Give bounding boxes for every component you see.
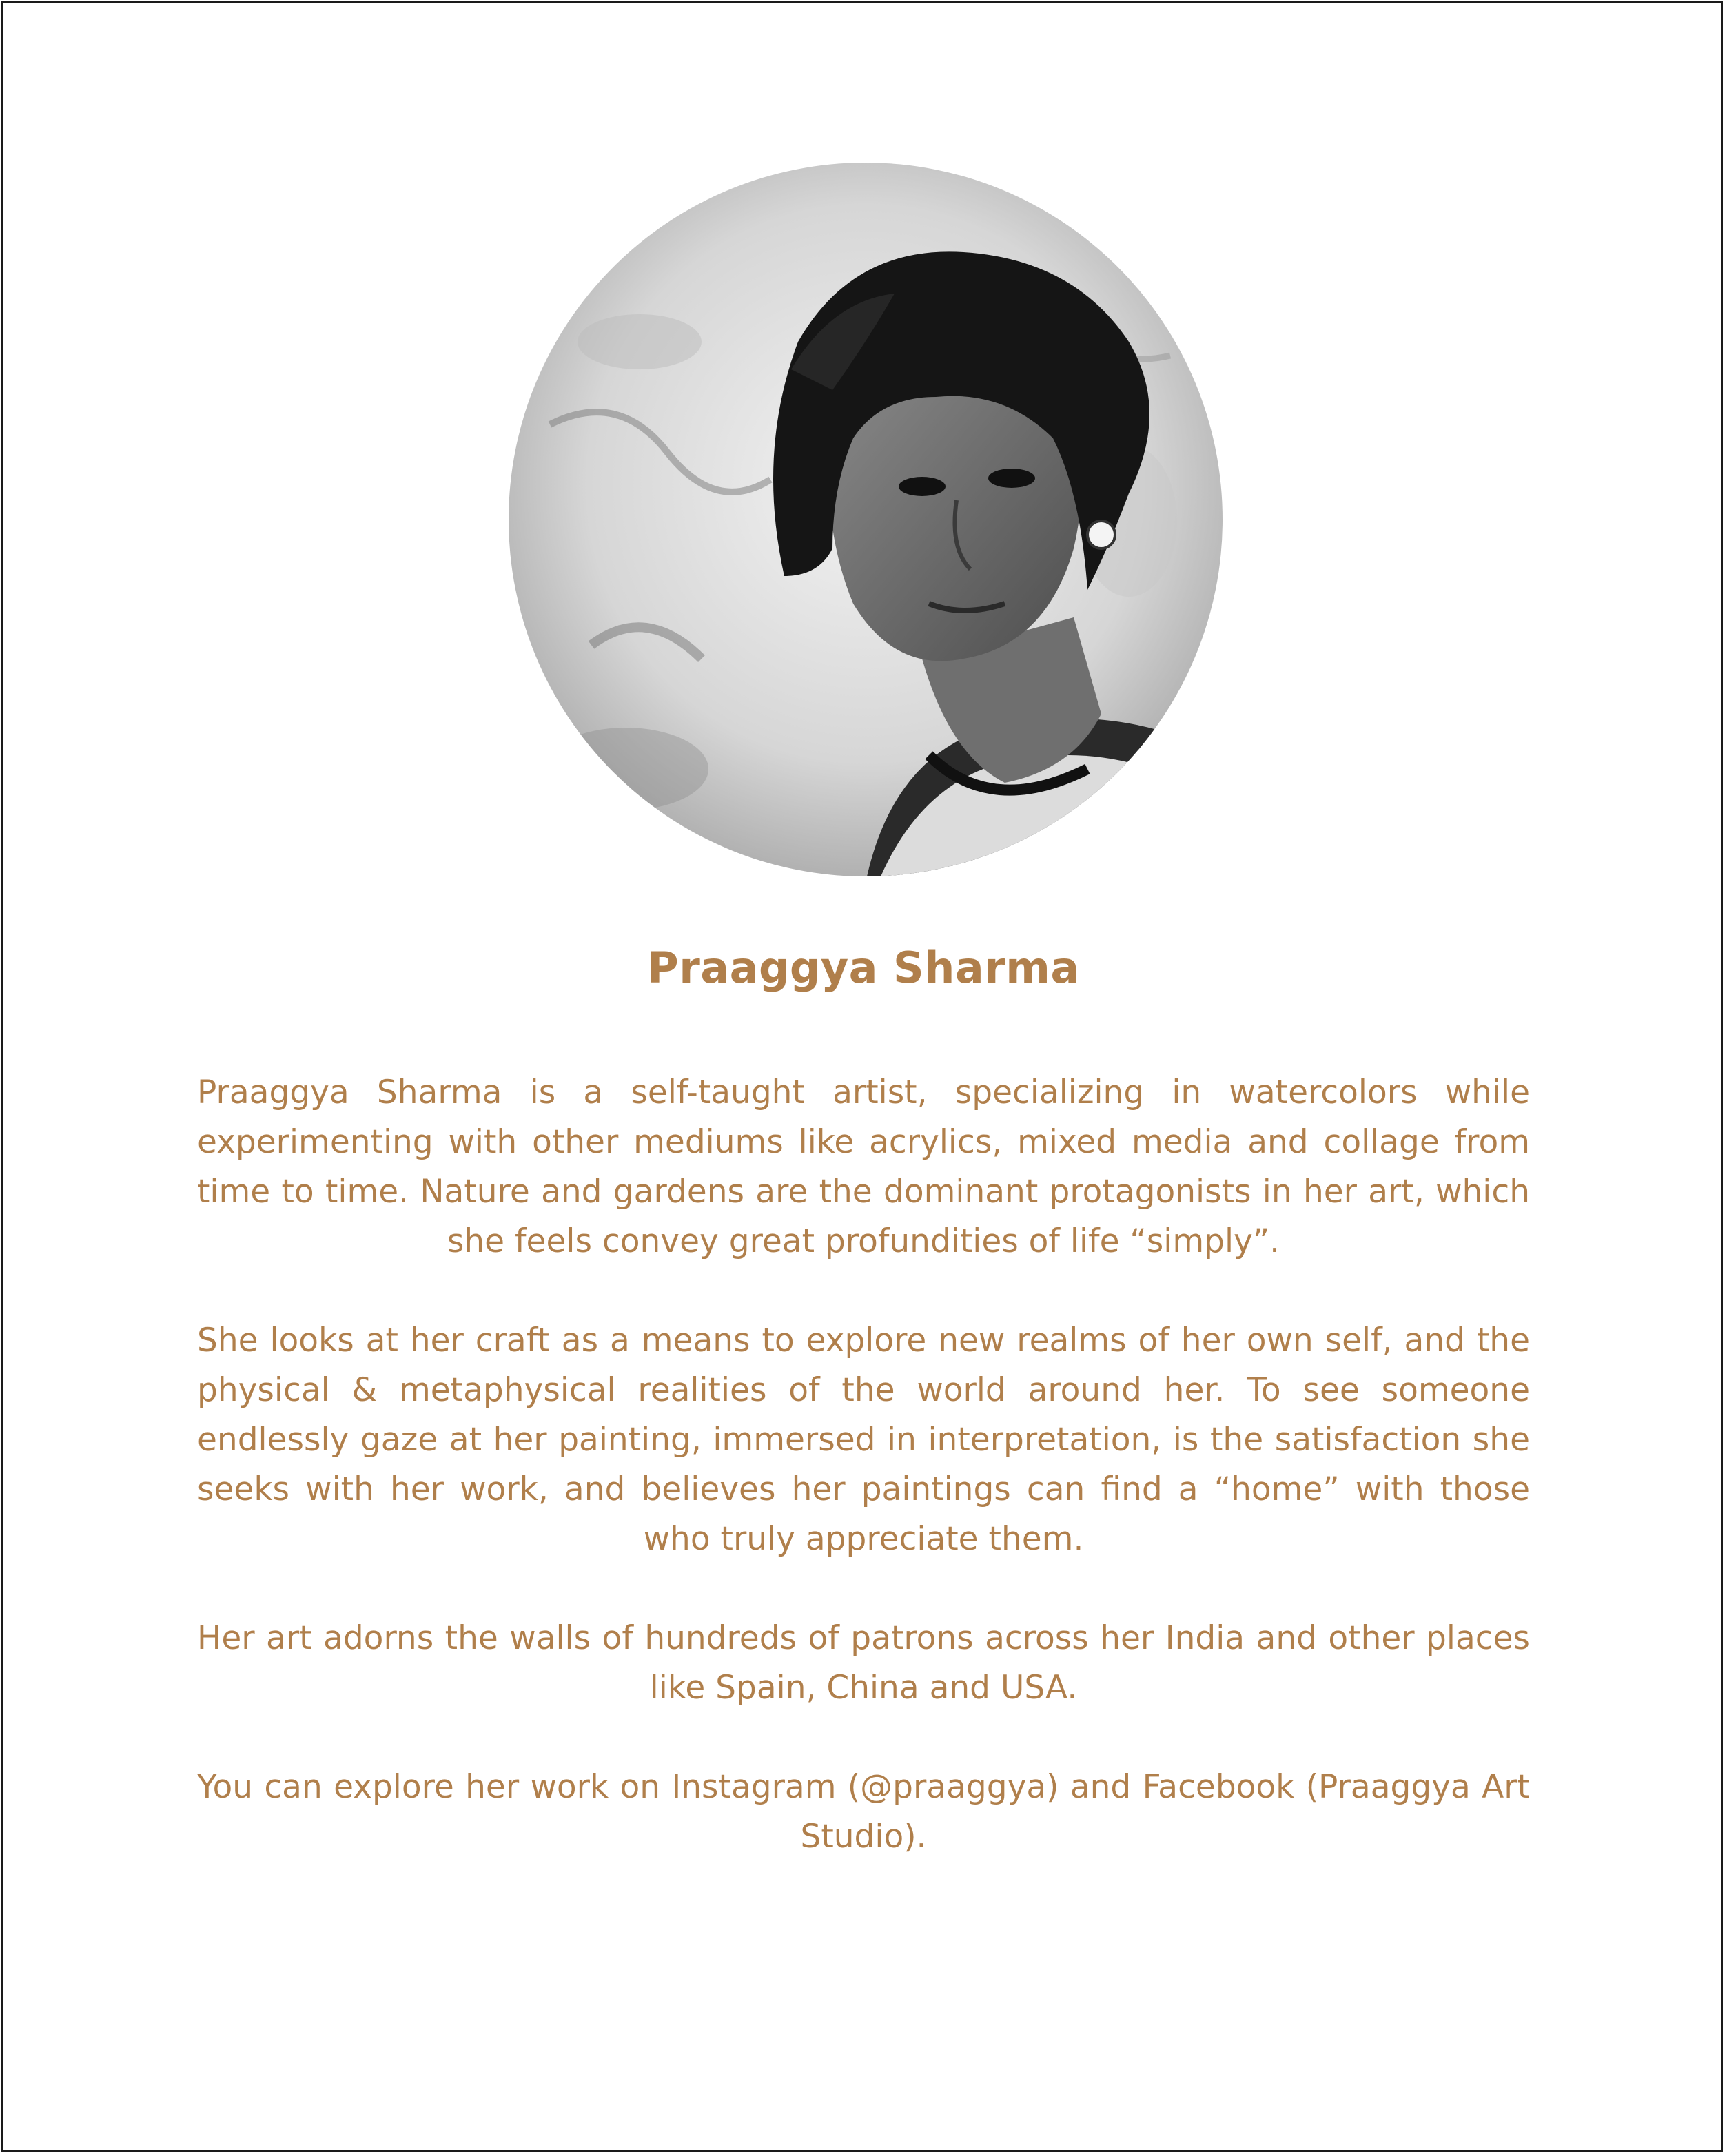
bio-paragraph: Her art adorns the walls of hundreds of patrons across her India and other places like Spain, China and USA. (197, 1619, 1530, 1707)
portrait-photo-icon (509, 163, 1223, 876)
bio-paragraph: She looks at her craft as a means to explore new realms of her own self, and the physical & metaphysical realities of the world around her. To see someone endlessly gaze at her painting, immersed in interpretation, is the satisfaction she seeks with her work, and believes her paintings can find a “home” with those who truly appreciate them. (197, 1322, 1530, 1558)
artist-bio (197, 1068, 1530, 1911)
artist-name: Praaggya Sharma (647, 943, 1080, 993)
bio-paragraph: You can explore her work on Instagram (@praaggya) and Facebook (Praaggya Art Studio). (197, 1768, 1530, 1856)
bio-paragraph: Praaggya Sharma is a self-taught artist, specializing in watercolors while experimenting with other mediums like acrylics, mixed media and collage from time to time. Nature and gardens are the dominant protagonists in her art, which she feels convey great profundities of life “simply”. (197, 1074, 1530, 1260)
